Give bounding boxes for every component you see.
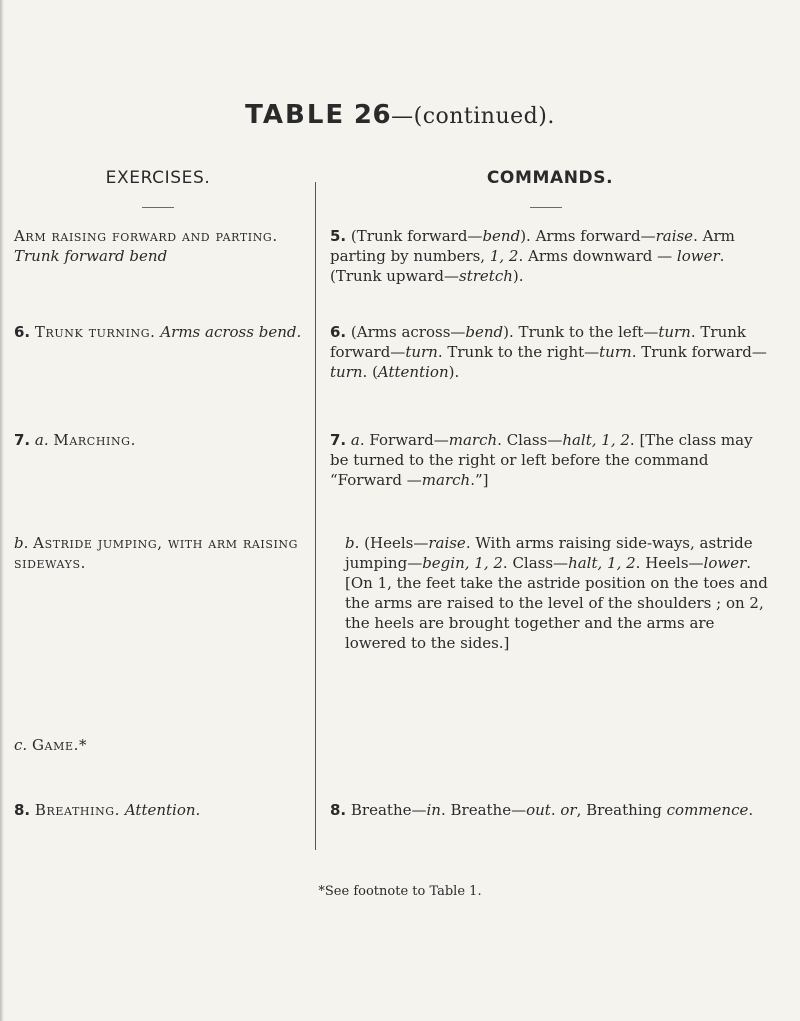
exercise-7c-letter: c.	[14, 736, 28, 754]
exercise-7a-text: Marching.	[53, 431, 136, 449]
column-divider	[315, 182, 316, 850]
command-7b-part: . With arms raising side-ways, astride jumping—	[345, 534, 753, 572]
command-6-part: ).	[448, 363, 460, 381]
command-7a-part: .”]	[470, 471, 489, 489]
commands-heading: COMMANDS.	[486, 168, 614, 188]
footnote: *See footnote to Table 1.	[318, 884, 482, 899]
page-title	[0, 100, 800, 130]
command-5-italic: bend	[482, 227, 521, 245]
command-5-number: 5.	[330, 227, 347, 245]
exercise-7c-text: Game.*	[31, 736, 88, 754]
exercise-7a	[14, 430, 306, 450]
command-8	[330, 800, 768, 820]
exercise-8-number: 8.	[14, 801, 31, 819]
exercises-heading: EXERCISES.	[105, 168, 211, 188]
exercise-5-text: Arm raising forward and parting.	[14, 227, 278, 245]
command-8-part: Breathe—	[346, 801, 427, 819]
command-5-italic: stretch	[459, 267, 513, 285]
command-6	[330, 322, 768, 382]
page-edge	[0, 0, 4, 1021]
command-6-italic: turn	[330, 363, 363, 381]
command-7b-part: (Heels—	[359, 534, 429, 552]
exercise-7b-text: Astride jumping, with arm raising sideways.	[14, 534, 299, 572]
command-7a	[330, 430, 768, 490]
command-7a-italic: march	[421, 471, 471, 489]
command-6-number: 6.	[330, 323, 347, 341]
exercise-7a-letter: a.	[34, 431, 49, 449]
exercise-6-number: 6.	[14, 323, 31, 341]
command-7a-letter: a.	[350, 431, 365, 449]
command-6-italic: Attention	[377, 363, 449, 381]
command-5-part: ). Arms forward—	[520, 227, 656, 245]
command-8-italic: in	[426, 801, 441, 819]
command-5-italic: lower	[676, 247, 720, 265]
command-7-number: 7.	[330, 431, 347, 449]
command-6-part: ). Trunk to the left—	[503, 323, 659, 341]
exercise-6	[14, 322, 306, 342]
command-5	[330, 226, 768, 286]
command-8-number: 8.	[330, 801, 347, 819]
command-8-part: .	[550, 801, 561, 819]
command-6-part: . Trunk to the right—	[437, 343, 600, 361]
command-8-italic: out	[526, 801, 551, 819]
title-continued: —(continued).	[391, 104, 555, 129]
command-6-part: . Trunk forward—	[330, 323, 746, 361]
command-8-part: .	[748, 801, 754, 819]
command-7a-part: Forward—	[364, 431, 449, 449]
exercise-8-text: Breathing.	[34, 801, 121, 819]
exercise-7b-letter: b.	[14, 534, 29, 552]
command-5-part: . Arm parting by numbers,	[330, 227, 735, 265]
command-7b-part: . Heels—	[635, 554, 704, 572]
command-7a-part: . [The class may be turned to the right or left before the command “Forward —	[330, 431, 753, 489]
command-7b-italic: halt, 1, 2	[568, 554, 636, 572]
command-7b-italic: lower	[703, 554, 747, 572]
command-5-part: ).	[512, 267, 524, 285]
exercise-7c	[14, 735, 306, 755]
title-table: TABLE	[245, 100, 346, 130]
command-5-italic: 1, 2	[489, 247, 519, 265]
command-5-part: . (Trunk upward—	[330, 247, 725, 285]
exercise-7b	[14, 533, 306, 573]
command-5-part: (Trunk forward—	[350, 227, 483, 245]
command-6-part: . (	[362, 363, 378, 381]
command-7a-part: . Class—	[497, 431, 563, 449]
command-8-italic: commence	[666, 801, 749, 819]
exercise-6-italic: Arms across bend.	[160, 323, 302, 341]
command-5-italic: raise	[655, 227, 694, 245]
command-7b-part: . Class—	[502, 554, 569, 572]
command-6-italic: turn	[599, 343, 632, 361]
command-8-italic: or	[560, 801, 577, 819]
command-7b-italic: raise	[428, 534, 466, 552]
command-7a-italic: march	[448, 431, 498, 449]
command-6-part: . Trunk forward—	[631, 343, 767, 361]
command-7b	[345, 533, 768, 653]
exercise-5	[14, 226, 306, 266]
command-6-italic: turn	[658, 323, 691, 341]
commands-rule	[530, 207, 562, 208]
command-8-part: . Breathe—	[440, 801, 527, 819]
exercise-8-italic: Attention.	[124, 801, 201, 819]
exercise-7-number: 7.	[14, 431, 31, 449]
exercises-rule	[142, 207, 174, 208]
title-number: 26	[353, 100, 392, 130]
command-7b-letter: b.	[345, 534, 360, 552]
command-6-part: (Arms across—	[350, 323, 466, 341]
exercise-5-italic: Trunk forward bend	[14, 247, 168, 265]
command-6-italic: turn	[405, 343, 438, 361]
command-7b-part: . [On 1, the feet take the astride position on the toes and the arms are raised to the level of the shoulders ; on 2, the heels are brought together and the arms are lowered to the sides.]	[345, 554, 768, 652]
command-7b-italic: begin, 1, 2	[422, 554, 503, 572]
command-7a-italic: halt, 1, 2	[562, 431, 630, 449]
exercise-8	[14, 800, 306, 820]
command-6-italic: bend	[465, 323, 504, 341]
exercise-6-text: Trunk turning.	[34, 323, 156, 341]
command-5-part: . Arms downward —	[518, 247, 677, 265]
command-8-part: , Breathing	[576, 801, 667, 819]
